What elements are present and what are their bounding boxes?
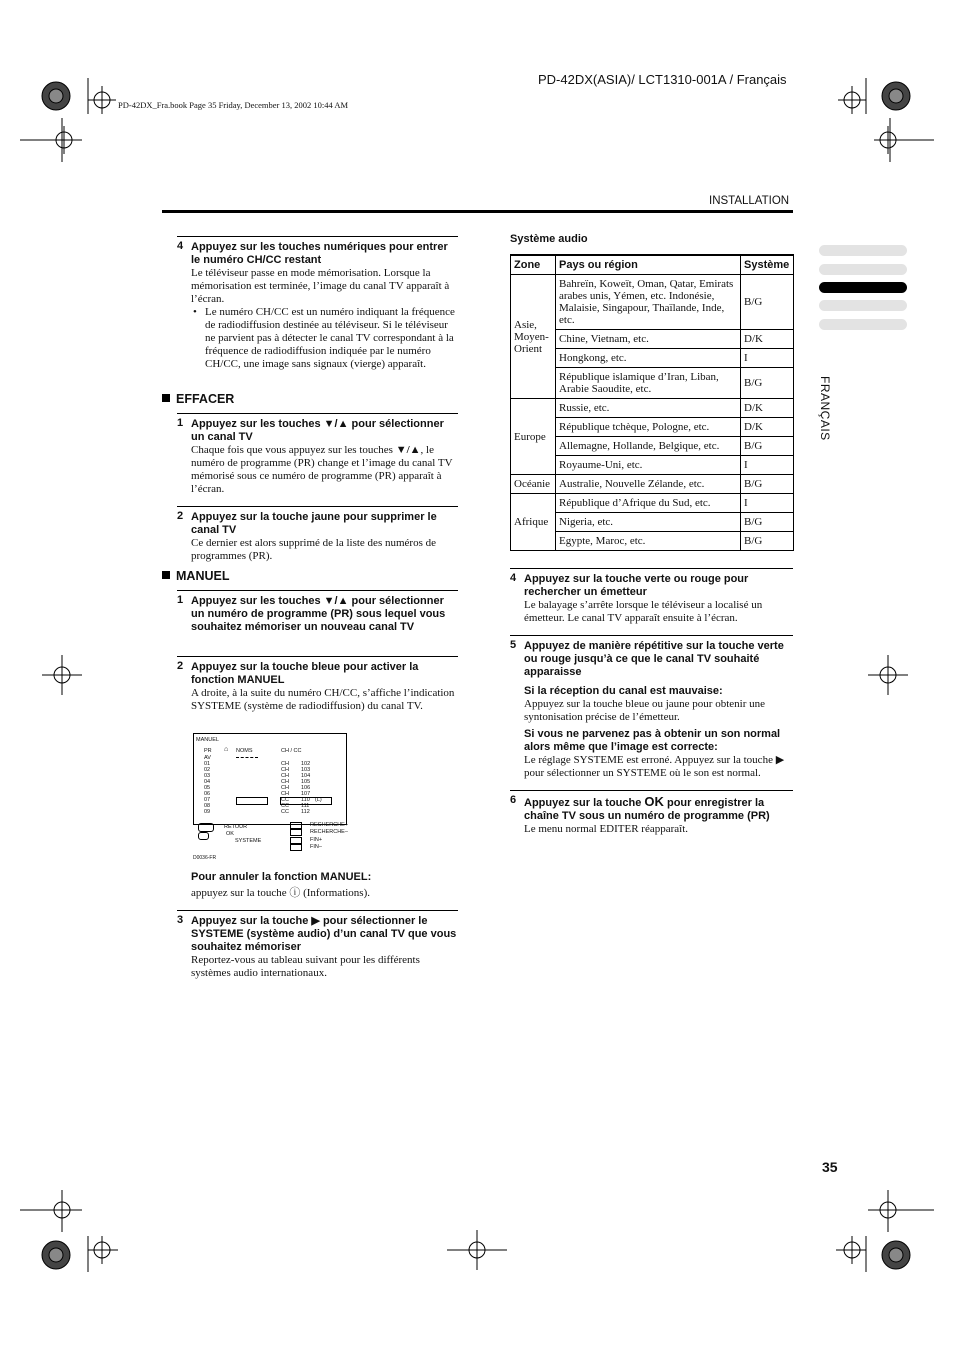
step-title: Appuyez sur la touche OK pour enregistrer la chaîne TV sous un numéro de programme (PR) — [524, 794, 770, 822]
manuel-step-2 — [177, 656, 458, 713]
step-4-digits — [177, 236, 458, 371]
color-button-blue — [290, 844, 302, 851]
col-pays: Pays ou région — [556, 255, 741, 275]
ok-button-icon: OK — [644, 794, 664, 809]
right-arrow-icon: ▶ — [775, 754, 785, 766]
home-icon: ⌂ — [224, 746, 229, 753]
zone-cell: Europe — [511, 399, 556, 475]
screen-pr-list: AV 01 02 03 04 05 06 07 08 09 — [204, 755, 211, 815]
step-title: Appuyez sur la touche jaune pour supprimer le canal TV — [191, 511, 437, 536]
side-tab — [819, 264, 907, 275]
step-title: Appuyez de manière répétitive sur la touche verte ou rouge jusqu’à ce que le canal TV souhaité apparaisse — [524, 640, 784, 678]
step-body: Le menu normal EDITER réapparaît. — [524, 823, 689, 835]
step-title: Appuyez sur la touche ▶ pour sélectionner le SYSTEME (système audio) d’un canal TV que vous souhaitez mémoriser — [191, 915, 457, 953]
side-tab — [819, 300, 907, 311]
table-row: Hongkong, etc. I — [511, 349, 794, 368]
cursor-dashes — [236, 753, 258, 758]
zone-cell: Océanie — [511, 475, 556, 494]
subheading-reception: Si la réception du canal est mauvaise: — [524, 685, 723, 697]
step-number: 4 — [510, 572, 517, 584]
cancel-title: Pour annuler la fonction MANUEL: — [191, 871, 372, 883]
down-up-arrows-icon: ▼/▲ — [323, 418, 349, 430]
tv-button-icon — [198, 832, 209, 840]
table-row: Nigeria, etc. B/G — [511, 513, 794, 532]
screen-num-list: 102 103 104 105 106 107 110 111 112 — [301, 761, 311, 815]
book-info-line: PD-42DX_Fra.book Page 35 Friday, December 13, 2002 10:44 AM — [118, 100, 349, 110]
table-row: Afrique République d’Afrique du Sud, etc. I — [511, 494, 794, 513]
screen-col-chcc: CH / CC — [281, 748, 302, 754]
step-title: Appuyez sur les touches ▼/▲ pour sélectionner un numéro de programme (PR) sous lequel vous souhaitez mémoriser un nouveau canal TV — [191, 595, 446, 633]
selected-row-box — [280, 797, 332, 805]
section-title: INSTALLATION — [709, 195, 790, 207]
subheading-reception-body: Appuyez sur la touche bleue ou jaune pour obtenir une syntonisation précise de l’émetteur. — [524, 698, 766, 723]
zone-cell: Afrique — [511, 494, 556, 551]
step-number: 4 — [177, 240, 184, 252]
table-row: Chine, Vietnam, etc. D/K — [511, 330, 794, 349]
name-entry-box — [236, 797, 268, 805]
step-body: Chaque fois que vous appuyez sur les touches ▼/▲, le numéro de programme (PR) change et l’image du canal TV mémorisé sous ce numéro de programme (PR) apparaît à l’écran. — [191, 444, 453, 495]
document-id: PD-42DX(ASIA)/ LCT1310-001A / Français — [538, 72, 787, 87]
side-tab — [819, 245, 907, 256]
side-tab — [819, 319, 907, 330]
page-number: 35 — [822, 1159, 838, 1175]
side-tab-active — [819, 282, 907, 293]
step-number: 2 — [177, 510, 184, 522]
screen-l-flag: (L) — [315, 797, 322, 803]
step-note: • Le numéro CH/CC est un numéro indiquant la fréquence de radiodiffusion destinée au téléviseur. Si le téléviseur ne parvient pas à détecter le canal TV correspondant à la fréquence de radiodiffusion indiquée par le numéro CH/CC, une image sans signaux (vierge) apparaît. — [205, 306, 458, 371]
step-number: 5 — [510, 639, 517, 651]
step-number: 1 — [177, 417, 184, 429]
right-step-5 — [510, 635, 793, 780]
screen-recherche-plus: RECHERCHE+ — [310, 822, 349, 828]
figure-code: D0036-FR — [193, 855, 217, 861]
step-number: 6 — [510, 794, 517, 806]
right-arrow-icon: ▶ — [311, 915, 320, 927]
section-heading: MANUEL — [176, 569, 230, 583]
step-number: 2 — [177, 660, 184, 672]
audio-system-table — [510, 254, 794, 551]
subheading-son-body: Le réglage SYSTEME est erroné. Appuyez sur la touche ▶ pour sélectionner un SYSTEME où le son est normal. — [524, 754, 785, 779]
cancel-body: appuyez sur la touche ⓘ (Informations). — [191, 887, 370, 899]
screen-retour: RETOUR — [224, 824, 248, 830]
screen-title: MANUEL — [196, 737, 219, 743]
manuel-screen-illustration — [193, 733, 349, 850]
step-number: 1 — [177, 594, 184, 606]
manuel-step-1 — [177, 590, 458, 634]
side-language-label: FRANÇAIS — [818, 376, 832, 441]
down-up-arrows-icon: ▼/▲ — [323, 595, 349, 607]
screen-systeme: SYSTEME — [235, 838, 262, 844]
step-number: 3 — [177, 914, 184, 926]
step-title: Appuyez sur les touches numériques pour entrer le numéro CH/CC restant — [191, 241, 448, 266]
manuel-step-3 — [177, 910, 458, 980]
screen-col-pr: PR — [204, 748, 212, 754]
table-row: Allemagne, Hollande, Belgique, etc. B/G — [511, 437, 794, 456]
step-title: Appuyez sur la touche verte ou rouge pour rechercher un émetteur — [524, 573, 749, 598]
section-heading: EFFACER — [176, 392, 235, 406]
screen-recherche-minus: RECHERCHE– — [310, 829, 348, 835]
color-button-red — [290, 822, 302, 829]
step-title: Appuyez sur la touche bleue pour activer la fonction MANUEL — [191, 661, 419, 686]
subheading-son: Si vous ne parvenez pas à obtenir un son normal alors même que l’image est correcte: — [524, 728, 781, 753]
table-row: Royaume-Uni, etc. I — [511, 456, 794, 475]
right-step-6 — [510, 790, 793, 836]
step-body: Le balayage s’arrête lorsque le téléviseur a localisé un émetteur. Le canal TV apparaît ensuite à l’écran. — [524, 599, 763, 624]
table-row: République islamique d’Iran, Liban, Arabie Saoudite, etc. B/G — [511, 368, 794, 399]
step-body: Reportez-vous au tableau suivant pour les différents systèmes audio internationaux. — [191, 954, 420, 979]
step-body: Le téléviseur passe en mode mémorisation. Lorsque la mémorisation est terminée, l’image du canal TV apparaît à l’écran. — [191, 267, 450, 305]
color-button-green — [290, 829, 302, 836]
table-title: Système audio — [510, 233, 588, 245]
screen-ok: OK — [226, 831, 234, 837]
step-body: A droite, à la suite du numéro CH/CC, s’affiche l’indication SYSTEME (système de radiodiffusion) du canal TV. — [191, 687, 455, 712]
info-tv-icon — [198, 823, 214, 832]
table-row: Egypte, Maroc, etc. B/G — [511, 532, 794, 551]
effacer-step-1 — [177, 413, 458, 496]
step-title: Appuyez sur les touches ▼/▲ pour sélectionner un canal TV — [191, 418, 444, 443]
down-up-arrows-icon: ▼/▲ — [395, 444, 421, 456]
screen-fin-plus: FIN+ — [310, 837, 323, 843]
step-body: Ce dernier est alors supprimé de la liste des numéros de programmes (PR). — [191, 537, 436, 562]
screen-fin-minus: FIN– — [310, 844, 322, 850]
screen-col-noms: NOMS — [236, 748, 253, 754]
section-manuel — [162, 569, 229, 583]
zone-cell: Asie, Moyen-Orient — [511, 275, 556, 399]
col-systeme: Système — [741, 255, 794, 275]
table-row: Europe Russie, etc. D/K — [511, 399, 794, 418]
col-zone: Zone — [511, 255, 556, 275]
table-row: République tchèque, Pologne, etc. D/K — [511, 418, 794, 437]
effacer-step-2 — [177, 506, 458, 563]
right-step-4 — [510, 568, 793, 625]
color-button-yellow — [290, 837, 302, 844]
header-rule — [162, 210, 793, 213]
section-effacer — [162, 392, 234, 406]
screen-chcc-list: CH CH CH CH CH CH CC CC CC — [281, 761, 289, 815]
table-header-row — [511, 255, 794, 275]
table-row: Asie, Moyen-Orient Bahreïn, Koweït, Oman, Qatar, Emirats arabes unis, Yémen, etc. Indonésie, Malaisie, Singapour, Thaïlande, Inde, etc. B/G — [511, 275, 794, 330]
table-row: Océanie Australie, Nouvelle Zélande, etc. B/G — [511, 475, 794, 494]
